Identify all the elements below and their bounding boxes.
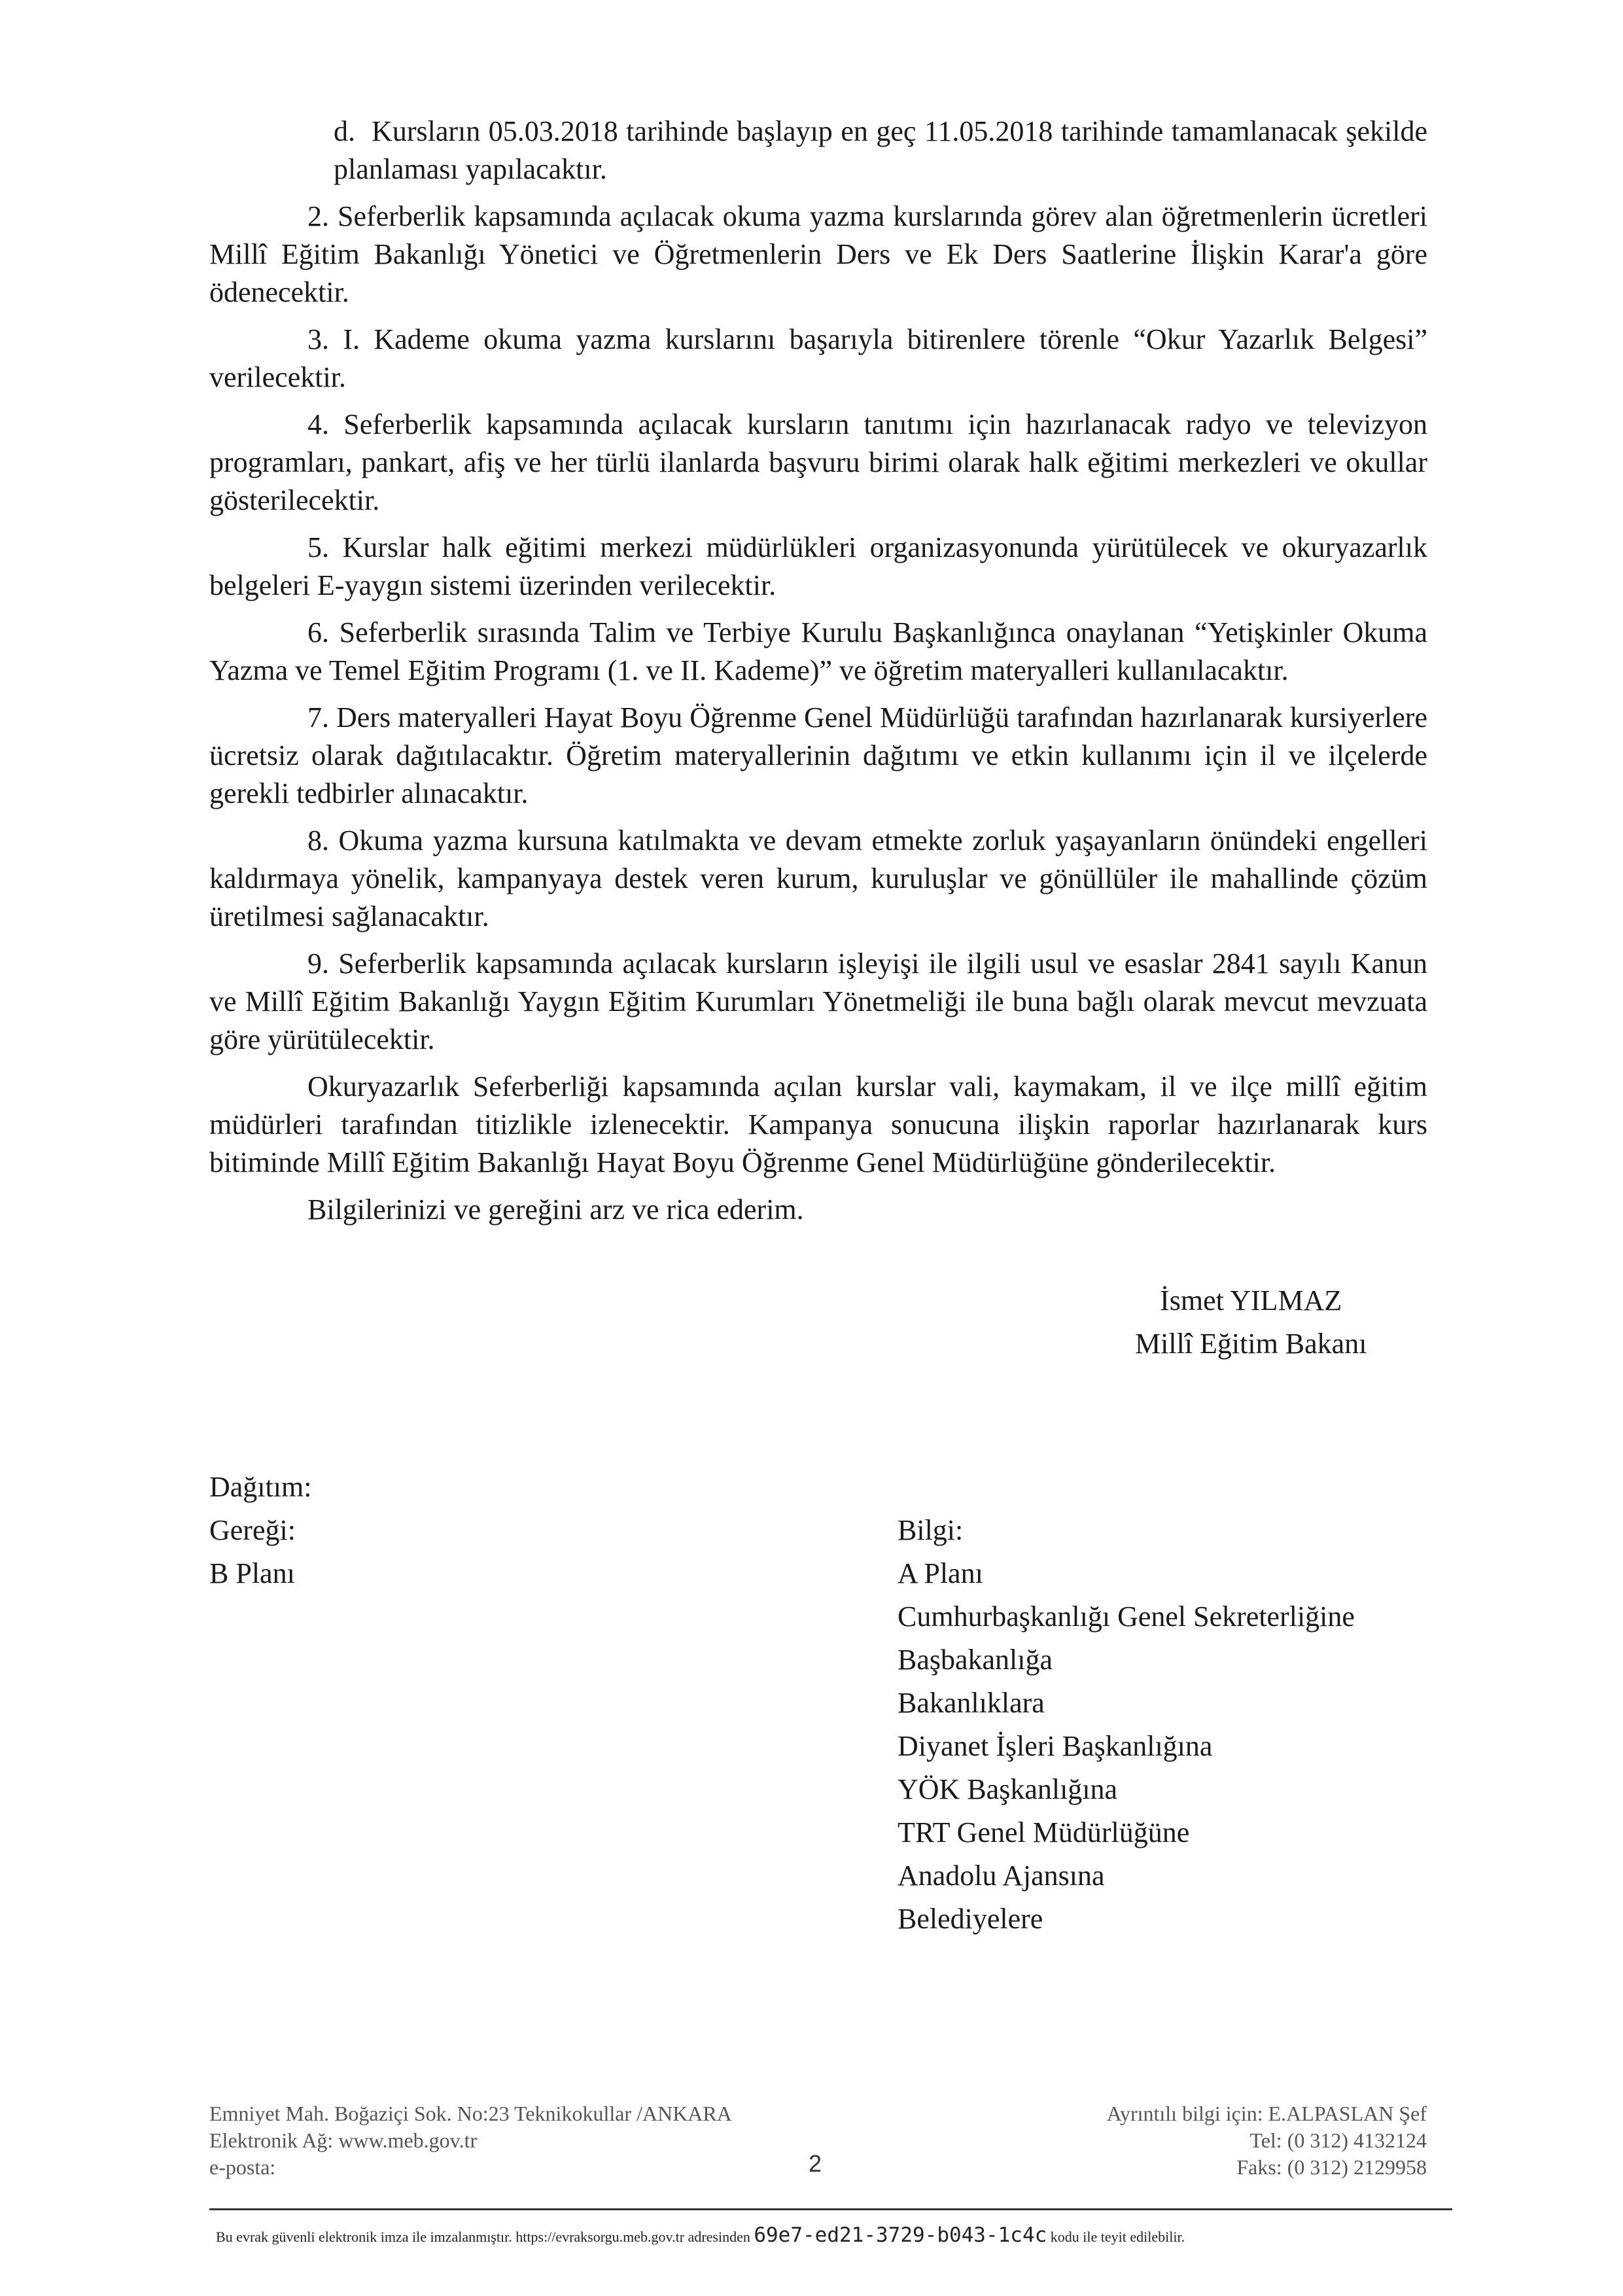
bilgi-item: A Planı (898, 1557, 983, 1589)
paragraph-item-6: 6. Seferberlik sırasında Talim ve Terbiye Kurulu Başkanlığınca onaylanan “Yetişkinler Okuma Yazma ve Temel Eğitim Programı (1. ve II. Kademe)” ve öğretim materyalleri kullanılacaktır. (209, 616, 1427, 686)
verification-note (216, 2223, 1185, 2247)
paragraph-item-d: d. Kursların 05.03.2018 tarihinde başlayıp en geç 11.05.2018 tarihinde tamamlanacak şekilde planlaması yapılacaktır. (334, 115, 1427, 185)
footer-contact: Ayrıntılı bilgi için: E.ALPASLAN Şef (1106, 2102, 1427, 2125)
footer-phone: Tel: (0 312) 4132124 (1249, 2128, 1427, 2152)
distribution-bilgi-list (898, 1509, 1355, 1941)
gerek-label: Gereği: (209, 1514, 296, 1546)
bilgi-item: Bakanlıklara (898, 1687, 1045, 1719)
signatory-name: İsmet YILMAZ (1160, 1284, 1342, 1316)
paragraph-item-3: 3. I. Kademe okuma yazma kurslarını başarıyla bitirenlere törenle “Okur Yazarlık Belgesi” verilecektir. (209, 323, 1427, 393)
footer-address-block (209, 2100, 732, 2181)
paragraph-item-8: 8. Okuma yazma kursuna katılmakta ve devam etmekte zorluk yaşayanların önündeki engelleri kaldırmaya yönelik, kampanyaya destek veren kurum, kuruluşlar ve gönüllüler ile mahallinde çözüm üretilmesi sağlanacaktır. (209, 824, 1427, 932)
footer-network: Elektronik Ağ: www.meb.gov.tr (209, 2128, 478, 2152)
footer-fax: Faks: (0 312) 2129958 (1236, 2155, 1427, 2179)
footer-divider (209, 2208, 1452, 2210)
paragraph-closing: Bilgilerinizi ve gereğini arz ve rica ederim. (307, 1193, 804, 1226)
paragraph-item-9: 9. Seferberlik kapsamında açılacak kursların işleyişi ile ilgili usul ve esaslar 2841 sayılı Kanun ve Millî Eğitim Bakanlığı Yaygın Eğitim Kurumları Yönetmeliği ile buna bağlı olarak mevcut mevzuata göre yürütülecektir. (209, 947, 1427, 1055)
signatory-title: Millî Eğitim Bakanı (1135, 1328, 1367, 1360)
document-body (209, 113, 1427, 1238)
verification-prefix: Bu evrak güvenli elektronik imza ile imzalanmıştır. https://evraksorgu.meb.gov.tr adresinden (216, 2229, 750, 2245)
signature-block (1135, 1279, 1367, 1366)
distribution-heading: Dağıtım: (209, 1471, 312, 1503)
distribution-left (209, 1466, 311, 1595)
bilgi-item: YÖK Başkanlığına (898, 1773, 1118, 1805)
bilgi-label: Bilgi: (898, 1514, 964, 1546)
bilgi-item: Anadolu Ajansına (898, 1860, 1105, 1892)
page-number: 2 (809, 2150, 822, 2177)
bilgi-item: TRT Genel Müdürlüğüne (898, 1816, 1190, 1848)
paragraph-monitoring: Okuryazarlık Seferberliği kapsamında açılan kurslar vali, kaymakam, il ve ilçe millî eğitim müdürleri tarafından titizlikle izlenecektir. Kampanya sonucuna ilişkin raporlar hazırlanarak kurs bitiminde Millî Eğitim Bakanlığı Hayat Boyu Öğrenme Genel Müdürlüğüne gönderilecektir. (209, 1070, 1427, 1178)
bilgi-item: Diyanet İşleri Başkanlığına (898, 1730, 1213, 1762)
paragraph-item-2: 2. Seferberlik kapsamında açılacak okuma yazma kurslarında görev alan öğretmenlerin ücretleri Millî Eğitim Bakanlığı Yönetici ve Öğretmenlerin Ders ve Ek Ders Saatlerine İlişkin Karar'a göre ödenecektir. (209, 200, 1427, 308)
verification-code: 69e7-ed21-3729-b043-1c4c (754, 2223, 1047, 2247)
footer-contact-block (1107, 2100, 1427, 2181)
bilgi-item: Belediyelere (898, 1903, 1043, 1935)
verification-suffix: kodu ile teyit edilebilir. (1050, 2229, 1185, 2245)
paragraph-item-7: 7. Ders materyalleri Hayat Boyu Öğrenme Genel Müdürlüğü tarafından hazırlanarak kursiyerlere ücretsiz olarak dağıtılacaktır. Öğretim materyallerinin dağıtımı ve etkin kullanımı için il ve ilçelerde gerekli tedbirler alınacaktır. (209, 701, 1427, 809)
gerek-item: B Planı (209, 1557, 295, 1589)
bilgi-item: Cumhurbaşkanlığı Genel Sekreterliğine (898, 1600, 1355, 1633)
bilgi-item: Başbakanlığa (898, 1644, 1053, 1676)
footer-email: e-posta: (209, 2155, 276, 2179)
paragraph-item-4: 4. Seferberlik kapsamında açılacak kursların tanıtımı için hazırlanacak radyo ve televizyon programları, pankart, afiş ve her türlü ilanlarda başvuru birimi olarak halk eğitimi merkezleri ve okullar gösterilecektir. (209, 408, 1427, 516)
footer-address: Emniyet Mah. Boğaziçi Sok. No:23 Teknikokullar /ANKARA (209, 2102, 732, 2125)
paragraph-item-5: 5. Kurslar halk eğitimi merkezi müdürlükleri organizasyonunda yürütülecek ve okuryazarlık belgeleri E-yaygın sistemi üzerinden verilecektir. (209, 531, 1427, 601)
